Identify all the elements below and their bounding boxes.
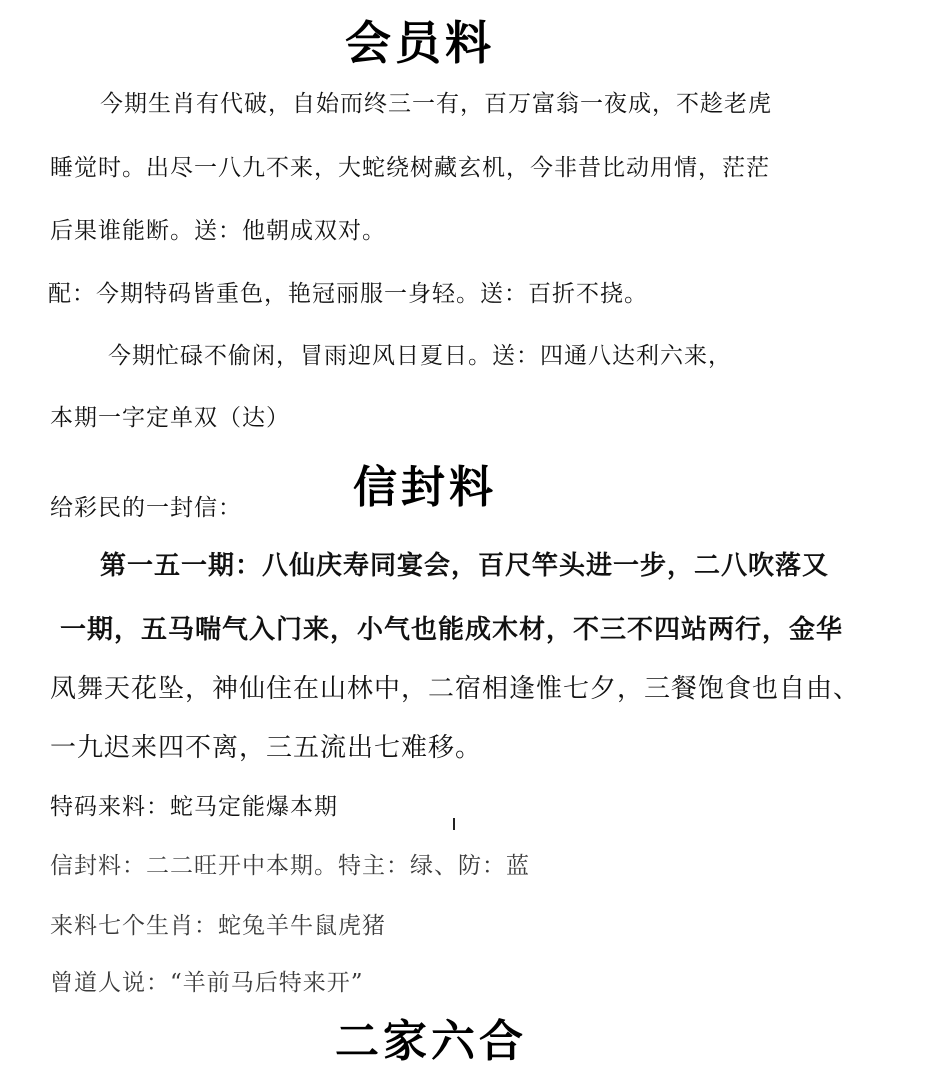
footer-section-title: 二家六合 — [335, 1016, 527, 1067]
letter-line-3: 凤舞天花坠，神仙住在山林中，二宿相逢惟七夕，三餐饱食也自由、 — [50, 674, 861, 704]
member-line-3: 后果谁能断。送：他朝成双对。 — [50, 218, 386, 244]
letter-note-envelope: 信封料：二二旺开中本期。特主：绿、防：蓝 — [50, 853, 530, 879]
letter-line-1: 第一五一期：八仙庆寿同宴会，百尺竿头进一步，二八吹落又 — [100, 551, 830, 581]
letter-note-zodiacs: 来料七个生肖：蛇兔羊牛鼠虎猪 — [50, 913, 386, 939]
letter-line-4: 一九迟来四不离，三五流出七难移。 — [50, 733, 483, 763]
member-line-1: 今期生肖有代破，自始而终三一有，百万富翁一夜成，不趁老虎 — [100, 91, 772, 117]
letter-greeting: 给彩民的一封信： — [50, 495, 242, 521]
letter-line-2: 一期，五马喘气入门来，小气也能成木材，不三不四站两行，金华 — [60, 615, 844, 645]
letter-note-special-code: 特码来料：蛇马定能爆本期 — [50, 794, 338, 820]
member-line-5: 今期忙碌不偷闲，冒雨迎风日夏日。送：四通八达利六来， — [108, 343, 732, 369]
member-line-4: 配：今期特码皆重色，艳冠丽服一身轻。送：百折不挠。 — [48, 281, 648, 307]
member-line-6: 本期一字定单双（达） — [50, 405, 290, 431]
member-section-title: 会员料 — [345, 16, 495, 70]
letter-section-title: 信封料 — [353, 462, 497, 513]
letter-note-quote: 曾道人说：“羊前马后特来开” — [50, 970, 364, 996]
member-line-2: 睡觉时。出尽一八九不来，大蛇绕树藏玄机，今非昔比动用情，茫茫 — [50, 155, 770, 181]
scan-mark — [453, 818, 455, 830]
